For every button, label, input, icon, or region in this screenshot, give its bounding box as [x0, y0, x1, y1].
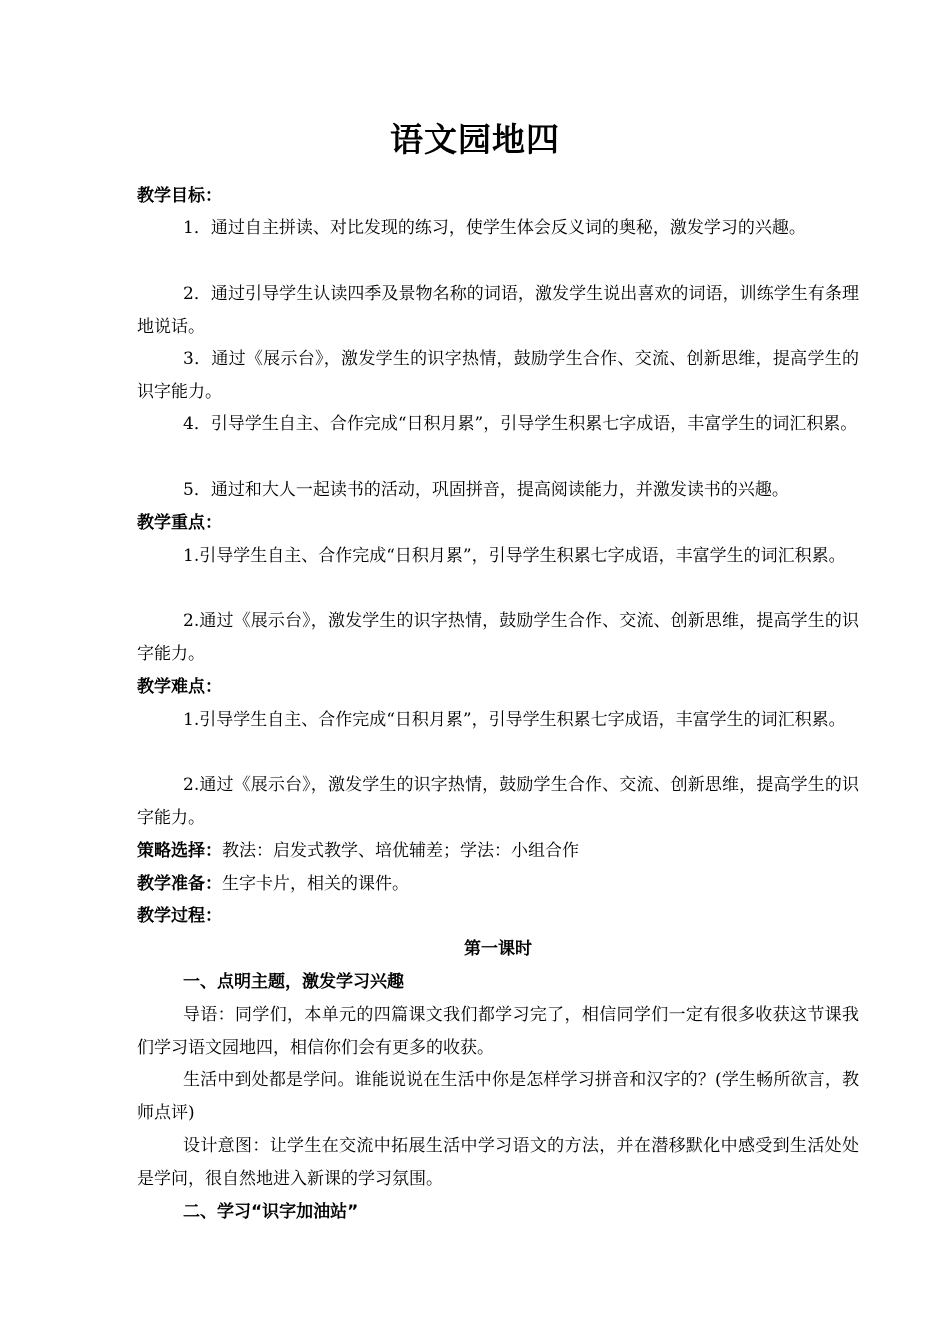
strategy-label: 策略选择： — [137, 841, 222, 861]
key-points-heading: 教学重点： — [137, 513, 222, 533]
section-2-heading: 二、学习“识字加油站” — [183, 1202, 359, 1222]
objective-item-2: 2．通过引导学生认读四季及景物名称的词语，激发学生说出喜欢的词语，训练学生有条理地说话。 — [137, 284, 859, 337]
difficulties-heading: 教学难点： — [137, 677, 222, 697]
section-1-paragraph-3: 设计意图：让学生在交流中拓展生活中学习语文的方法，并在潜移默化中感受到生活处处是学问，很自然地进入新课的学习氛围。 — [137, 1136, 859, 1189]
objectives-heading: 教学目标： — [137, 186, 222, 206]
strategy-line — [137, 835, 859, 868]
document-title: 语文园地四 — [390, 120, 560, 159]
objective-item-5: 5．通过和大人一起读书的活动，巩固拼音，提高阅读能力，并激发读书的兴趣。 — [183, 480, 789, 500]
key-point-item-1: 1.引导学生自主、合作完成“日积月累”，引导学生积累七字成语，丰富学生的词汇积累。 — [183, 546, 846, 566]
preparation-line — [137, 868, 859, 901]
lesson-title: 第一课时 — [464, 939, 532, 959]
process-heading: 教学过程： — [137, 906, 222, 926]
key-point-item-2: 2.通过《展示台》，激发学生的识字热情，鼓励学生合作、交流、创新思维，提高学生的识字能力。 — [137, 611, 859, 664]
preparation-text: 生字卡片，相关的课件。 — [222, 874, 409, 894]
section-1-heading: 一、点明主题，激发学习兴趣 — [183, 972, 404, 992]
difficulty-item-1: 1.引导学生自主、合作完成“日积月累”，引导学生积累七字成语，丰富学生的词汇积累。 — [183, 710, 846, 730]
difficulty-item-2: 2.通过《展示台》，激发学生的识字热情，鼓励学生合作、交流、创新思维，提高学生的识字能力。 — [137, 775, 859, 828]
objective-item-1: 1．通过自主拼读、对比发现的练习，使学生体会反义词的奥秘，激发学习的兴趣。 — [183, 218, 806, 238]
objective-item-4: 4．引导学生自主、合作完成“日积月累”，引导学生积累七字成语，丰富学生的词汇积累。 — [183, 414, 858, 434]
strategy-text: 教法：启发式教学、培优辅差；学法：小组合作 — [222, 841, 579, 861]
section-1-paragraph-2: 生活中到处都是学问。谁能说说在生活中你是怎样学习拼音和汉字的？(学生畅所欲言，教师点评) — [137, 1070, 859, 1123]
objective-item-3: 3．通过《展示台》，激发学生的识字热情，鼓励学生合作、交流、创新思维，提高学生的识字能力。 — [137, 349, 859, 402]
section-1-paragraph-1: 导语：同学们，本单元的四篇课文我们都学习完了，相信同学们一定有很多收获这节课我们学习语文园地四，相信你们会有更多的收获。 — [137, 1005, 859, 1058]
preparation-label: 教学准备： — [137, 874, 222, 894]
